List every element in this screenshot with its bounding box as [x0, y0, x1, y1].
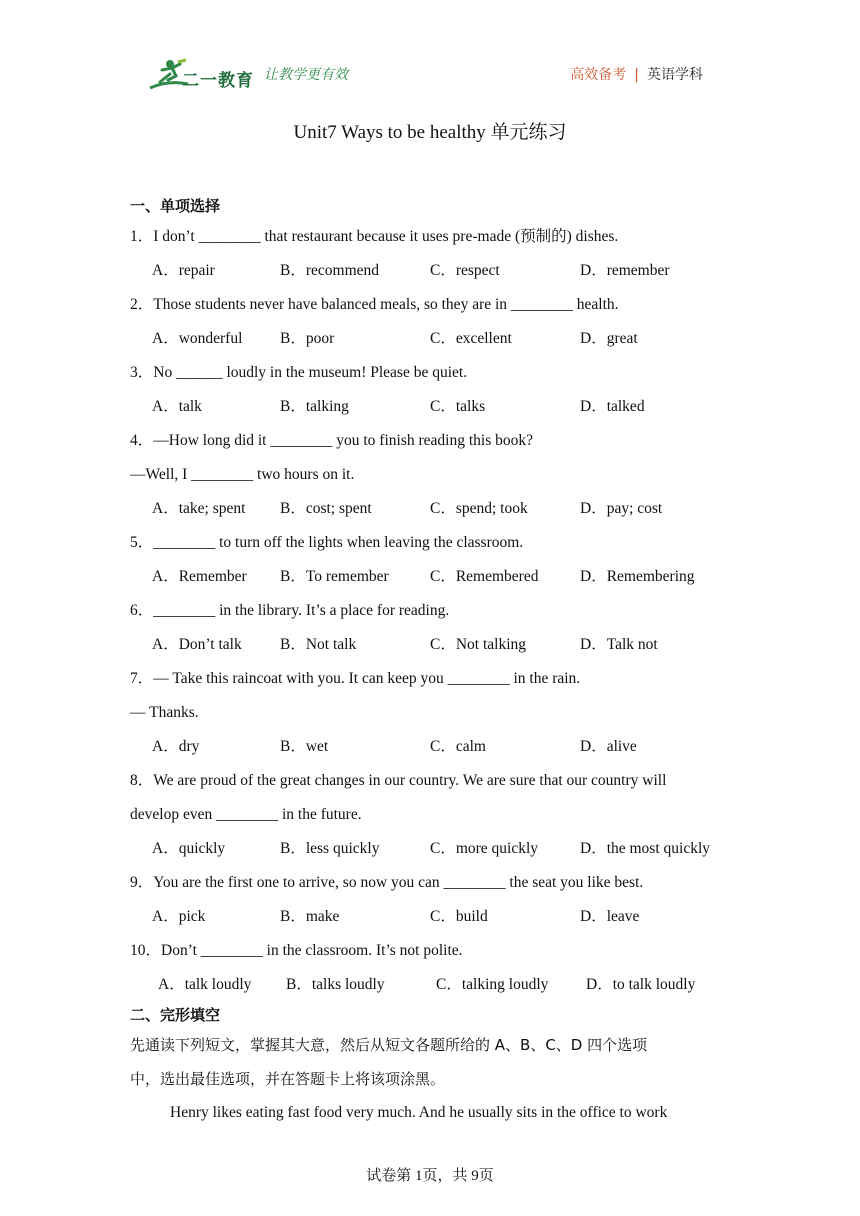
- option-c: C．respect: [430, 262, 500, 279]
- passage-text: Henry likes eating fast food very much. And he usually sits in the office to work: [170, 1104, 668, 1121]
- question-text: 2．Those students never have balanced meals, so they are in ________ health.: [130, 296, 619, 313]
- option-d: D．the most quickly: [580, 840, 711, 857]
- page-footer: 试卷第 1页，共 9页: [366, 1168, 494, 1184]
- document-body: [130, 192, 740, 1130]
- question-item: [130, 662, 740, 764]
- question-text: 1．I don’t ________ that restaurant because it uses pre-made (预制的) dishes.: [130, 228, 619, 245]
- question-text: 3．No ______ loudly in the museum! Please be quiet.: [130, 364, 468, 381]
- option-c: C．Not talking: [430, 636, 527, 653]
- option-b: B．cost; spent: [280, 500, 372, 517]
- option-c: C．talking loudly: [436, 976, 549, 993]
- question-item: [130, 288, 740, 356]
- option-c: C．spend; took: [430, 500, 528, 517]
- option-d: D．leave: [580, 908, 640, 925]
- question-text: 4．—How long did it ________ you to finish reading this book?: [130, 432, 533, 449]
- option-a: A．talk: [152, 398, 202, 415]
- option-a: A．quickly: [152, 840, 226, 857]
- instruction-line: 中，选出最佳选项，并在答题卡上将该项涂黑。: [130, 1070, 446, 1088]
- question-text: — Thanks.: [130, 704, 199, 721]
- option-d: D．talked: [580, 398, 645, 415]
- option-a: A．dry: [152, 738, 200, 755]
- question-text: 10．Don’t ________ in the classroom. It’s not polite.: [130, 942, 463, 959]
- option-d: D．alive: [580, 738, 637, 755]
- option-c: C．more quickly: [430, 840, 539, 857]
- option-c: C．build: [430, 908, 488, 925]
- option-d: D．Remembering: [580, 568, 695, 585]
- option-row: [130, 730, 740, 764]
- option-d: D．remember: [580, 262, 670, 279]
- question-text: develop even ________ in the future.: [130, 806, 362, 823]
- brand-slogan: 让教学更有效: [264, 67, 348, 83]
- option-a: A．talk loudly: [158, 976, 252, 993]
- option-a: A．take; spent: [152, 500, 246, 517]
- option-a: A．pick: [152, 908, 206, 925]
- section-heading-cloze: 二、完形填空: [130, 1006, 221, 1024]
- question-text: 7．— Take this raincoat with you. It can keep you ________ in the rain.: [130, 670, 581, 687]
- option-a: A．Don’t talk: [152, 636, 242, 653]
- option-b: B．talks loudly: [286, 976, 385, 993]
- header-separator: |: [634, 67, 639, 83]
- document-title: Unit7 Ways to be healthy 单元练习: [293, 122, 567, 143]
- question-item: [130, 424, 740, 526]
- option-c: C．Remembered: [430, 568, 539, 585]
- question-text: 5．________ to turn off the lights when leaving the classroom.: [130, 534, 524, 551]
- question-item: [130, 526, 740, 594]
- option-b: B．To remember: [280, 568, 389, 585]
- question-item: [130, 594, 740, 662]
- option-row: [130, 492, 740, 526]
- brand-name: 二一教育: [182, 71, 254, 91]
- option-b: B．make: [280, 908, 340, 925]
- instruction-line: 先通读下列短文，掌握其大意，然后从短文各题所给的 A、B、C、D 四个选项: [130, 1036, 648, 1054]
- option-b: B．wet: [280, 738, 329, 755]
- option-row: [130, 254, 740, 288]
- option-row: [130, 628, 740, 662]
- option-d: D．great: [580, 330, 638, 347]
- option-row: [130, 832, 740, 866]
- question-list: [130, 220, 740, 1002]
- option-c: C．talks: [430, 398, 486, 415]
- option-row: [130, 322, 740, 356]
- option-b: B．talking: [280, 398, 349, 415]
- option-b: B．Not talk: [280, 636, 357, 653]
- question-text: 8．We are proud of the great changes in our country. We are sure that our country will: [130, 772, 667, 789]
- question-text: —Well, I ________ two hours on it.: [130, 466, 355, 483]
- question-text: 9．You are the first one to arrive, so now you can ________ the seat you like best.: [130, 874, 644, 891]
- option-b: B．less quickly: [280, 840, 380, 857]
- question-item: [130, 356, 740, 424]
- header-right: [570, 64, 703, 84]
- question-item: [130, 866, 740, 934]
- option-d: D．pay; cost: [580, 500, 663, 517]
- option-b: B．recommend: [280, 262, 380, 279]
- option-d: D．Talk not: [580, 636, 658, 653]
- option-b: B．poor: [280, 330, 335, 347]
- option-c: C．calm: [430, 738, 486, 755]
- option-a: A．Remember: [152, 568, 247, 585]
- option-c: C．excellent: [430, 330, 512, 347]
- question-text: 6．________ in the library. It’s a place for reading.: [130, 602, 450, 619]
- question-item: [130, 934, 740, 1002]
- question-item: [130, 764, 740, 866]
- option-a: A．repair: [152, 262, 215, 279]
- option-row: [130, 560, 740, 594]
- option-d: D．to talk loudly: [586, 976, 696, 993]
- page-header: [0, 0, 860, 100]
- option-row: [130, 900, 740, 934]
- header-subject: 英语学科: [647, 67, 703, 83]
- option-row: [130, 390, 740, 424]
- option-a: A．wonderful: [152, 330, 243, 347]
- header-tag: 高效备考: [570, 67, 627, 83]
- option-row: [130, 968, 740, 1002]
- section-heading-choice: 一、单项选择: [130, 197, 221, 215]
- question-item: [130, 220, 740, 288]
